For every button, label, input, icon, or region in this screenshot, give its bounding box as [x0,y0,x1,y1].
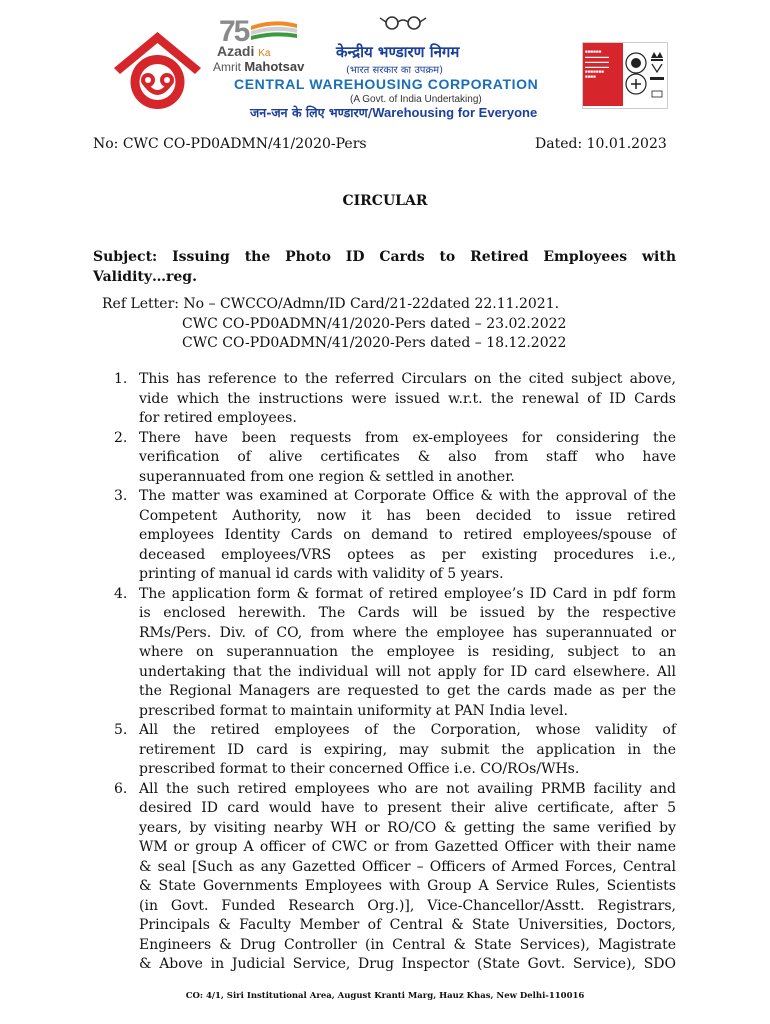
list-item-line: All the such retired employees who are not availing PRMB facility and [139,780,676,797]
list-item-line: superannuated from one region & settled in another. [139,468,515,485]
circular-date: Dated: 10.01.2023 [535,136,667,152]
list-item-line: verification of alive certificates & also from staff who have [139,449,676,465]
list-item-number: 6. [114,780,128,797]
reference-letter: CWC CO-PD0ADMN/41/2020-Pers dated – 18.12.2022 [182,335,567,351]
cwc-logo [110,30,205,110]
list-item-line: & Above in Judicial Service, Drug Inspector (State Govt. Service), SDO [139,956,676,972]
ukas-crown-icon [648,48,666,103]
list-item-line: All the retired employees of the Corporation, whose validity of [139,722,676,738]
list-item-line: desired ID card would have to present their alive certificate, after 5 [139,800,676,816]
list-item-line: Competent Authority, now it has been decided to issue retired [139,507,676,524]
list-item-line: vide which the instructions were issued w.r.t. the renewal of ID Cards [139,390,676,407]
govt-undertaking-line: (A Govt. of India Undertaking) [350,94,482,105]
list-item-line: This has reference to the referred Circulars on the cited subject above, [139,371,676,387]
corporation-name-hindi: केन्द्रीय भण्डारण निगम [336,43,460,61]
list-item-line: the Regional Managers are requested to get the cards made as per the [139,683,676,699]
corporation-sub-hindi: (भारत सरकार का उपक्रम) [346,65,444,76]
reference-letter: Ref Letter: No – CWCCO/Admn/ID Card/21-22dated 22.11.2021. [102,296,560,312]
list-item-line: There have been requests from ex-employees for considering the [139,429,676,446]
subject-line-2: Validity…reg. [93,268,197,285]
list-item-line: The application form & format of retired employee’s ID Card in pdf form [139,585,676,602]
list-item-line: & State Governments Employees with Group A Service Rules, Scientists [139,878,676,894]
amrit-word: Amrit [213,60,241,74]
list-item [114,780,676,975]
list-item-line: WM or group A officer of CWC or from Gazetted Officer with their name [139,839,676,855]
circular-number: No: CWC CO-PD0ADMN/41/2020-Pers [93,136,367,152]
subject-line-1: Subject: Issuing the Photo ID Cards to Retired Employees with [93,249,676,265]
footer-address: CO: 4/1, Siri Institutional Area, August Kranti Marg, Hauz Khas, New Delhi-110016 [185,991,585,1001]
list-item-line: where on superannuation the employee is residing, subject to an [139,644,676,660]
tagline [250,104,537,121]
reference-letter: CWC CO-PD0ADMN/41/2020-Pers dated – 23.02.2022 [182,315,567,332]
list-item-line: deceased employees/VRS optees as per existing procedures i.e., [139,546,676,563]
azadi-number: 75 [219,15,249,48]
list-item-line: years, by visiting nearby WH or RO/CO & getting the same verified by [139,819,676,836]
list-item-line: employees Identity Cards on demand to retired employees/spouse of [139,527,676,543]
certification-text-block: ■■■■■■ ▬▬▬▬▬▬ ▬▬▬▬▬▬ ▬▬▬▬▬▬ ■■■■■■■ ■■■■ [583,43,623,106]
list-item-number: 5. [114,722,128,738]
list-item-line: undertaking that the individual will not apply for ID card elsewhere. All [139,663,676,680]
tagline-english: Warehousing for Everyone [372,105,538,120]
list-item [114,721,676,780]
subject [93,248,676,287]
list-item [114,487,676,585]
list-item [114,429,676,488]
list-item-number: 3. [114,488,128,504]
mahotsav-word: Mahotsav [244,59,305,74]
circular-title: CIRCULAR [342,193,428,209]
tricolour-flag-icon [249,20,299,42]
azadi-ka-amrit-mahotsav-logo [213,15,313,73]
list-item-line: RMs/Pers. Div. of CO, from where the employee has superannuated or [139,624,676,641]
list-item-number: 1. [114,371,128,387]
tagline-hindi: जन-जन के लिए भण्डारण/ [250,105,373,120]
circular-points-list [114,370,676,975]
bureau-veritas-certification-badge [582,42,668,109]
list-item-line: printing of manual id cards with validity of 5 years. [139,566,504,582]
list-item-number: 2. [114,429,128,446]
azadi-ka: Ka [258,48,271,59]
reference-letters [102,295,566,354]
list-item-line: prescribed format to their concerned Office i.e. CO/ROs/WHs. [139,761,580,777]
list-item [114,370,676,429]
list-item-line: prescribed format to maintain uniformity at PAN India level. [139,702,568,719]
swachh-bharat-glasses-icon [378,14,428,30]
list-item-line: for retired employees. [139,410,297,426]
list-item-line: & seal [Such as any Gazetted Officer – Officers of Armed Forces, Central [139,858,676,875]
list-item-line: Engineers & Drug Controller (in Central & State Services), Magistrate [139,936,676,953]
list-item-line: The matter was examined at Corporate Office & with the approval of the [139,488,676,504]
list-item [114,585,676,722]
corporation-name-english: CENTRAL WAREHOUSING CORPORATION [234,76,539,92]
list-item-line: (in Govt. Funded Research Org.)], Vice-Chancellor/Asstt. Registrars, [139,897,676,914]
bureau-veritas-seal-icon [624,51,648,97]
list-item-number: 4. [114,585,128,602]
list-item-line: is enclosed herewith. The Cards will be issued by the respective [139,605,676,621]
list-item-line: retirement ID card is expiring, may submit the application in the [139,741,676,758]
azadi-word: Azadi [217,43,255,59]
list-item-line: Principals & Faculty Member of Central & State Universities, Doctors, [139,917,676,933]
